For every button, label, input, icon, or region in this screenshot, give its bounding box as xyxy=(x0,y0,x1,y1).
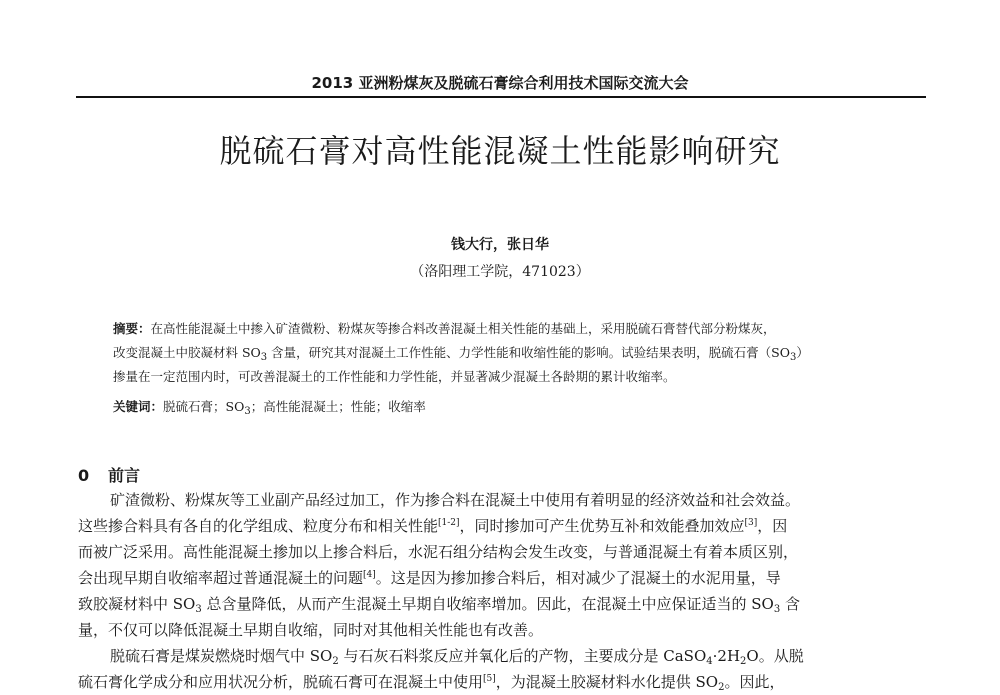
body-span: O。从脱 xyxy=(746,647,804,665)
paper-authors: 钱大行，张日华 xyxy=(451,237,549,253)
running-header: 2013 亚洲粉煤灰及脱硫石膏综合利用技术国际交流大会 xyxy=(311,74,689,92)
keywords-text: ；高性能混凝土；性能；收缩率 xyxy=(250,399,426,414)
body-span: 会出现早期自收缩率超过普通混凝土的问题 xyxy=(78,569,364,587)
body-span: ，为混凝土胶凝材料水化提供 SO xyxy=(495,673,719,691)
body-line xyxy=(78,617,928,643)
body-span: 脱硫石膏是煤炭燃烧时烟气中 SO xyxy=(110,647,333,665)
citation: [1-2] xyxy=(438,518,460,528)
abstract-line xyxy=(113,365,913,389)
abstract-text: 掺量在一定范围内时，可改善混凝土的工作性能和力学性能，并显著减少混凝土各龄期的累计收缩率。 xyxy=(113,369,676,384)
body-line xyxy=(78,565,928,591)
subscript: 2 xyxy=(718,682,725,693)
subscript: 3 xyxy=(773,604,781,615)
header-rule xyxy=(76,96,926,98)
body-span: ，因 xyxy=(757,517,788,535)
section-number: 0 xyxy=(78,466,90,485)
abstract-label: 摘要： xyxy=(113,321,151,336)
body-line xyxy=(78,539,928,565)
body-span: 量，不仅可以降低混凝土早期自收缩，同时对其他相关性能也有改善。 xyxy=(78,621,544,639)
paper-affiliation: （洛阳理工学院，471023） xyxy=(410,264,590,280)
subscript: 2 xyxy=(740,656,747,667)
body-line xyxy=(78,669,928,695)
abstract-text: ） xyxy=(796,345,809,360)
abstract-text: 改变混凝土中胶凝材料 SO xyxy=(113,345,261,360)
body-span: 。这是因为掺加掺合料后，相对减少了混凝土的水泥用量，导 xyxy=(375,569,781,587)
abstract xyxy=(113,317,913,389)
subscript: 3 xyxy=(260,352,268,363)
abstract-line xyxy=(113,341,913,365)
body-span: 而被广泛采用。高性能混凝土掺加以上掺合料后，水泥石组分结构会发生改变，与普通混凝土有着本质区别， xyxy=(78,543,799,561)
body-text xyxy=(78,487,928,695)
body-line xyxy=(78,487,928,513)
body-span: 致胶凝材料中 SO xyxy=(78,595,196,613)
abstract-text: 含量，研究其对混凝土工作性能、力学性能和收缩性能的影响。试验结果表明，脱硫石膏（SO xyxy=(267,345,790,360)
body-span: 矿渣微粉、粉煤灰等工业副产品经过加工，作为掺合料在混凝土中使用有着明显的经济效益和社会效益。 xyxy=(110,491,801,509)
body-span: 总含量降低，从而产生混凝土早期自收缩率增加。因此，在混凝土中应保证适当的 SO xyxy=(201,595,774,613)
subscript: 2 xyxy=(332,656,339,667)
abstract-text: 在高性能混凝土中掺入矿渣微粉、粉煤灰等掺合料改善混凝土相关性能的基础上，采用脱硫石膏替代部分粉煤灰， xyxy=(150,321,776,336)
body-line xyxy=(78,513,928,539)
body-span: 含 xyxy=(780,595,800,613)
section-title: 前言 xyxy=(108,466,141,485)
body-line xyxy=(78,643,928,669)
keywords xyxy=(113,397,913,415)
abstract-line xyxy=(113,317,913,341)
citation: [3] xyxy=(744,518,758,528)
subscript: 3 xyxy=(244,406,251,417)
subscript: 3 xyxy=(195,604,202,615)
section-heading xyxy=(78,463,140,486)
body-span: ，同时掺加可产生优势互补和效能叠加效应 xyxy=(459,517,745,535)
body-span: 这些掺合料具有各自的化学组成、粒度分布和相关性能 xyxy=(78,517,439,535)
citation: [4] xyxy=(363,570,376,580)
body-span: 与石灰石料浆反应并氧化后的产物，主要成分是 CaSO xyxy=(338,647,707,665)
citation: [5] xyxy=(483,674,496,684)
paper-title: 脱硫石膏对高性能混凝土性能影响研究 xyxy=(219,132,781,170)
subscript: 4 xyxy=(706,656,713,667)
keywords-label: 关键词： xyxy=(113,399,164,414)
body-span: 硫石膏化学成分和应用状况分析，脱硫石膏可在混凝土中使用 xyxy=(78,673,484,691)
body-span: 。因此， xyxy=(724,673,785,691)
subscript: 3 xyxy=(789,352,797,363)
body-line xyxy=(78,591,928,617)
keywords-text: 脱硫石膏；SO xyxy=(163,399,245,414)
body-span: ·2H xyxy=(712,647,741,665)
